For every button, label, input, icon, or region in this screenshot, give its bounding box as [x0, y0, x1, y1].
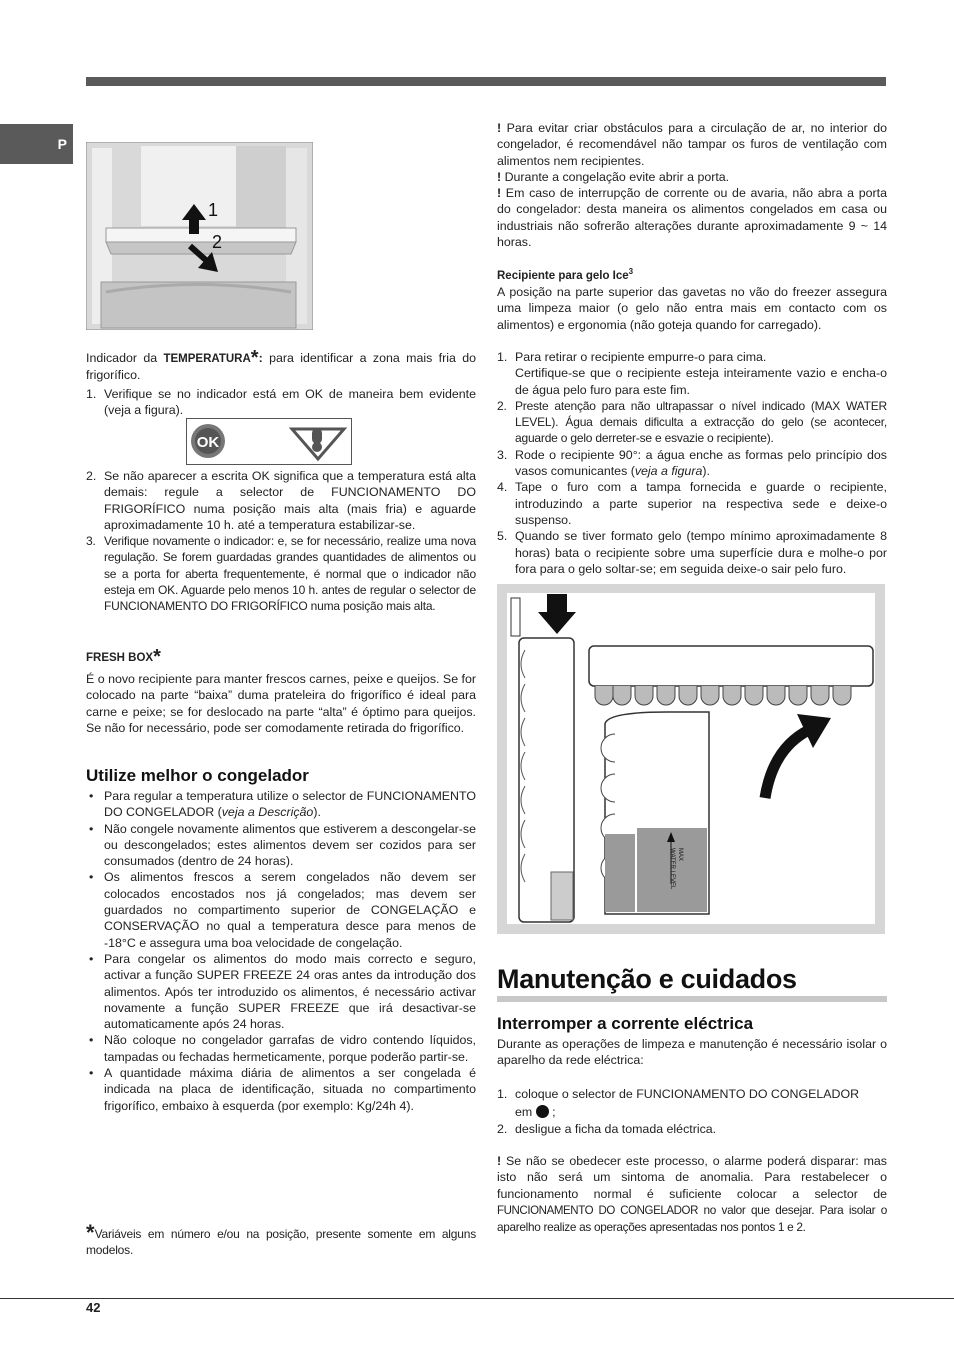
freezer-tip: • Para congelar os alimentos do modo mais correcto e seguro, activar a função SUPER FREEZE 24 oras antes da introdução dos alimentos. Após ter introduzido os alimentos, é necessário activar novamente a função SUPER FREEZE que irá desactivar-se automaticamente após 24 horas.	[86, 951, 476, 1032]
freezer-tip: • Não congele novamente alimentos que estiverem a descongelar-se ou descongelados; estes alimentos devem ser cozidos para ser consumados (dentro de 24 horas).	[86, 821, 476, 870]
fridge-shelf-illustration	[86, 142, 313, 330]
top-rule	[86, 77, 886, 86]
power-steps	[497, 1085, 887, 1137]
alarm-warning: ! Se não se obedecer este processo, o alarme poderá disparar: mas isto não será um sintoma de anomalia. Para restabelecer o funcionamento normal é suficiente colocar a selector de FUNCIONAMENTO DO CONGELADOR no valor que desejar. Para isolar o aparelho realize as operações apresentadas nos pontos 1 e 2.	[497, 1154, 887, 1235]
freezer-section-title: Utilize melhor o congelador	[86, 766, 309, 785]
ice-title: Recipiente para gelo Ice$^3$	[497, 267, 634, 282]
warning-ventilation: ! Para evitar criar obstáculos para a circulação de ar, no interior do congelador, é recomendável não tampar os furos de ventilação com alimentos nem recipientes.	[497, 121, 887, 168]
freshbox-title: FRESH BOX*	[86, 646, 161, 668]
power-step-1: 1. coloque o selector de FUNCIONAMENTO DO CONGELADOR em ;	[497, 1087, 860, 1119]
ice-steps	[497, 349, 887, 577]
footnote: *Variáveis em número e/ou na posição, presente somente em alguns modelos.	[86, 1220, 476, 1258]
warning-power-failure: ! Em caso de interrupção de corrente ou de avaria, não abra a porta do congelador: desta maneira os alimentos congelados em casa ou industriais não sofrerão alterações durante aproximadamente 9 ~ 14 horas.	[497, 186, 887, 249]
power-intro: Durante as operações de limpeza e manutenção é necessário isolar o aparelho da rede eléctrica:	[497, 1037, 887, 1068]
ice-step-2: 2. Preste atenção para não ultrapassar o nível indicado (MAX WATER LEVEL). Água demais dificulta a extracção do gelo (se acontecer, aguarde o gelo derreter-se e esvazie o recipiente).	[497, 398, 887, 446]
maintenance-title: Manutenção e cuidados	[497, 964, 797, 994]
page-number: 42	[86, 1300, 101, 1315]
ice-step-4: 4. Tape o furo com a tampa fornecida e guarde o recipiente, introduzindo a parte superior na respectiva sede e deixe-o suspenso.	[497, 480, 887, 527]
language-tab: P	[0, 124, 73, 164]
shelf-figure	[86, 142, 313, 330]
indicator-step-3: 3. Verifique novamente o indicador: e, se for necessário, realize uma nova regulação. Se forem guardadas grandes quantidades de alimentos ou se a porta for aberta frequentemente, é normal que o indicador não esteja em OK. Aguarde pelo menos 10 h. antes de regular o selector de FUNCIONAMENTO DO FRIGORÍFICO numa posição mais alta.	[86, 534, 476, 614]
power-step-2: 2. desligue a ficha da tomada eléctrica.	[497, 1122, 717, 1136]
ice-step-3: 3. Rode o recipiente 90°: a água enche as formas pelo princípio dos vasos comunicantes (veja a figura).	[497, 447, 887, 479]
ok-text: OK	[196, 434, 220, 451]
off-position-icon	[536, 1105, 549, 1118]
indicator-intro: Indicador da TEMPERATURA*: para identificar a zona mais fria do frigorífico.	[86, 347, 477, 383]
power-section-title: Interromper a corrente eléctrica	[497, 1014, 754, 1033]
freezer-tips-list	[86, 788, 476, 1114]
water-level-label: WATER LEVEL	[669, 848, 675, 890]
freezer-tip: • A quantidade máxima diária de alimentos a ser congelada é indicada na placa de identificação, situada no compartimento frigorífico, embaixo à esquerda (por exemplo: Kg/24h 4).	[86, 1065, 476, 1114]
figure-label-2: 2	[212, 232, 223, 252]
freezer-tip: • Para regular a temperatura utilize o selector de FUNCIONAMENTO DO CONGELADOR (veja a Descrição).	[86, 788, 476, 821]
bottom-rule	[0, 1298, 954, 1299]
ice-step-1: 1. Para retirar o recipiente empurre-o para cima. Certifique-se que o recipiente esteja inteiramente vazio e encha-o de água pelo furo para este fim.	[497, 350, 887, 397]
freezer-tip: • Os alimentos frescos a serem congelados não devem ser colocados encostados nos já congelados; mas devem ser guardados no compartimento superior de CONGELAÇÃO e CONSERVAÇÃO no qual a temperatura desce para menos de -18°C e assegura uma boa velocidade de congelação.	[86, 869, 476, 950]
ice-intro: A posição na parte superior das gavetas no vão do freezer assegura uma limpeza maior (o gelo não entra mais em contacto com os alimentos) e ergonomia (não goteja quando for carregado).	[497, 285, 887, 332]
indicator-steps-2-3	[86, 468, 476, 615]
freezer-tip: • Não coloque no congelador garrafas de vidro contendo líquidos, tampadas ou fechadas hermeticamente, porque poderão partir-se.	[86, 1032, 476, 1065]
indicator-step-1: 1. Verifique se no indicador está em OK de maneira bem evidente (veja a figura).	[86, 387, 476, 418]
figure-label-1: 1	[208, 200, 219, 220]
ice-tray-figure	[497, 584, 885, 934]
indicator-step-2: 2. Se não aparecer a escrita OK significa que a temperatura está alta demais: regule a selector de FUNCIONAMENTO DO FRIGORÍFICO numa posição mais alta (mais fria) e aguarde aproximadamente 10 h. até a temperatura estabilizar-se.	[86, 469, 476, 532]
max-label: MAX	[677, 848, 683, 862]
section-rule	[497, 996, 887, 1002]
ok-indicator-figure	[186, 418, 352, 465]
ice-step-5: 5. Quando se tiver formato gelo (tempo mínimo aproximadamente 8 horas) bata o recipiente sobre uma superfície dura e molhe-o por fora para o gelo soltar-se; em seguida deixe-o sair pelo furo.	[497, 529, 887, 576]
freshbox-text: É o novo recipiente para manter frescos carnes, peixe e queijos. Se for colocado na parte “baixa” duma prateleira do frigorífico é ideal para carne e peixe; se for deslocado na parte “alta” é óptimo para queijos. Se não for necessário, pode ser comodamente retirada do frigorífico.	[86, 672, 476, 735]
warning-door: ! Durante a congelação evite abrir a porta.	[497, 170, 730, 184]
